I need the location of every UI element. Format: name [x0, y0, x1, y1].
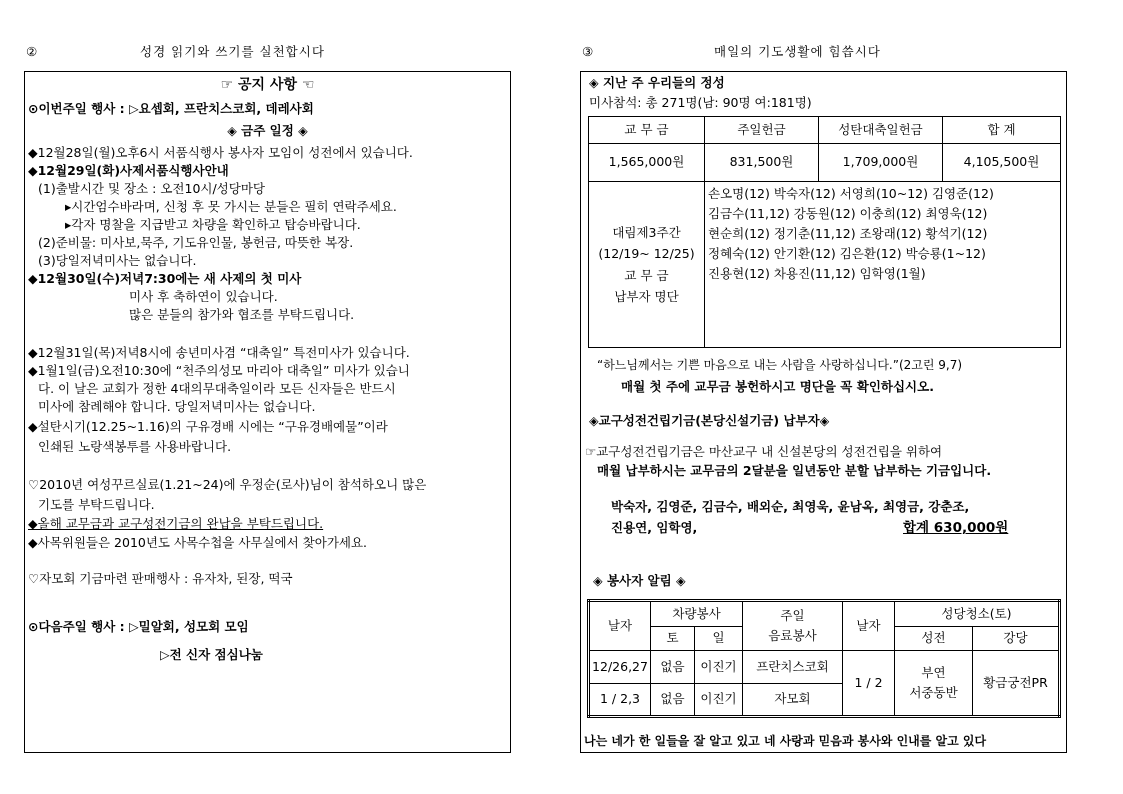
next-week-events-2: ▷전 신자 점심나눔: [160, 647, 263, 662]
vol-header-drink-1: 주일: [780, 608, 805, 623]
donor-label: 대림제3주간: [612, 225, 681, 240]
offering-header: 합 계: [943, 117, 1061, 144]
vol-header-date: 날자: [589, 601, 651, 651]
notice-line: ◆12월31일(목)저녁8시에 송년미사겸 “대축일” 특전미사가 있습니다.: [28, 345, 410, 360]
vol-date: 12/26,27: [589, 651, 651, 684]
donor-label-cell: [589, 182, 705, 348]
notice-line: 다. 이 날은 교회가 정한 4대의무대축일이라 모든 신자들은 반드시: [38, 381, 396, 396]
offering-value: 1,709,000원: [819, 144, 943, 182]
vol-sat: 없음: [651, 651, 695, 684]
vol-date: 1 / 2,3: [589, 684, 651, 717]
vol-clean-a-2: 서중동반: [909, 685, 958, 700]
volunteer-row: [589, 651, 1060, 684]
notice-title: ☞ 공지 사항 ☜: [220, 77, 315, 93]
notice-line: ▸시간엄수바라며, 신청 후 못 가시는 분들은 필히 연락주세요.: [65, 199, 397, 214]
vol-sun: 이진기: [695, 651, 743, 684]
monthly-reminder: 매월 첫 주에 교무금 봉헌하시고 명단을 꼭 확인하십시오.: [621, 379, 934, 394]
right-page-number: ③: [582, 44, 595, 59]
donor-line: 진용현(12) 차용진(11,12) 임학영(1월): [708, 266, 926, 281]
notice-line: ◆사목위원들은 2010년도 사목수첩을 사무실에서 찾아가세요.: [28, 535, 368, 550]
notice-line: 인쇄된 노랑색봉투를 사용바랍니다.: [38, 439, 232, 454]
donor-line: 현순희(12) 정기춘(11,12) 조왕래(12) 황석기(12): [708, 226, 988, 241]
notice-line: (1)출발시간 및 장소 : 오전10시/성당마당: [38, 181, 265, 196]
vol-header-clean-a: 성전: [895, 627, 973, 651]
vol-sat: 없음: [651, 684, 695, 717]
donor-label: 교 무 금: [624, 267, 669, 283]
left-page-number: ②: [26, 44, 39, 59]
fund-description-1: ☞교구성전건립기금은 마산교구 내 신설본당의 성전건립을 위하여: [585, 444, 943, 459]
volunteer-title: ◈ 봉사자 알림 ◈: [593, 573, 686, 588]
vol-header-drink: [743, 601, 843, 651]
next-week-events: ▷밀알회, 성모회 모임: [129, 619, 249, 634]
this-week-events: ▷요셉회, 프란치스코회, 데레사회: [129, 101, 314, 116]
vol-drink: 자모회: [743, 684, 843, 717]
fund-names-2: 진용연, 임학영,: [611, 520, 698, 535]
fund-total: 합계 630,000원: [903, 520, 1009, 536]
vol-header-clean: 성당청소(토): [895, 601, 1060, 627]
vol-drink: 프란치스코회: [743, 651, 843, 684]
offering-header: 교 무 금: [589, 117, 705, 144]
notice-line: 미사 후 축하연이 있습니다.: [129, 289, 278, 304]
this-week-events-row: [28, 101, 314, 117]
fund-description-2: 매월 납부하시는 교무금의 2달분을 일년동안 분할 납부하는 기금입니다.: [597, 463, 992, 478]
volunteer-table: [587, 599, 1061, 718]
next-week-label: ⊙다음주일 행사 :: [28, 619, 125, 634]
offering-value: 1,565,000원: [589, 144, 705, 182]
vol-clean-a: [895, 651, 973, 717]
notice-line: ♡자모회 기금마련 판매행사 : 유자차, 된장, 떡국: [28, 571, 293, 586]
footer-verse: 나는 네가 한 일들을 잘 알고 있고 네 사랑과 믿음과 봉사와 인내를 알고 있다: [584, 734, 987, 748]
notice-line: 많은 분들의 참가와 협조를 부탁드립니다.: [129, 307, 355, 322]
week-schedule-heading: ◈ 금주 일정 ◈: [227, 123, 308, 138]
offering-header: 주일헌금: [705, 117, 819, 144]
notice-line: ◆12월29일(화)사제서품식행사안내: [28, 163, 229, 178]
vol-header-car-sat: 토: [651, 627, 695, 651]
donor-label: 납부자 명단: [614, 288, 679, 304]
left-notice-box: [24, 71, 511, 753]
offering-value: 831,500원: [705, 144, 819, 182]
this-week-label: ⊙이번주일 행사 :: [28, 101, 125, 116]
notice-line: ◆12월28일(월)오후6시 서품식행사 봉사자 모임이 성전에서 있습니다.: [28, 145, 413, 160]
vol-header-drink-2: 음료봉사: [768, 628, 817, 643]
attendance: 미사참석: 총 271명(남: 90명 여:181명): [589, 95, 812, 110]
vol-header-car: 차량봉사: [651, 601, 743, 627]
bible-quote: “하느님께서는 기쁜 마음으로 내는 사람을 사랑하십니다.”(2고린 9,7): [597, 358, 963, 372]
notice-line: ▸각자 명찰을 지급받고 차량을 확인하고 탑승바랍니다.: [65, 217, 361, 232]
notice-line: ◆설탄시기(12.25~1.16)의 구유경배 시에는 “구유경배예물”이라: [28, 419, 388, 434]
offering-table: [588, 116, 1061, 348]
donor-label: (12/19~ 12/25): [598, 246, 695, 262]
offering-title: ◈ 지난 주 우리들의 정성: [589, 75, 725, 90]
notice-line: (3)당일저녁미사는 없습니다.: [38, 253, 197, 268]
vol-date2: 1 / 2: [843, 651, 895, 717]
next-week-events-row: [28, 619, 249, 635]
vol-sun: 이진기: [695, 684, 743, 717]
fund-title: ◈교구성전건립기금(본당신설기금) 납부자◈: [589, 413, 830, 428]
vol-header-date2: 날자: [843, 601, 895, 651]
right-header: 매일의 기도생활에 힘씁시다: [714, 44, 881, 59]
vol-header-car-sun: 일: [695, 627, 743, 651]
donor-line: 정혜숙(12) 안기환(12) 김은환(12) 박승룡(1~12): [708, 246, 986, 261]
offering-header: 성탄대축일헌금: [819, 117, 943, 144]
notice-line: ◆1월1일(금)오전10:30에 “천주의성모 마리아 대축일” 미사가 있습니: [28, 363, 410, 378]
donor-line: 손오명(12) 박숙자(12) 서영희(10~12) 김영준(12): [708, 186, 994, 201]
right-page-box: [580, 71, 1067, 753]
fund-names-1: 박숙자, 김영준, 김금수, 배외순, 최영욱, 윤남옥, 최영금, 강춘조,: [611, 499, 970, 514]
notice-line: ◆올해 교무금과 교구성전기금의 완납을 부탁드립니다.: [28, 516, 324, 531]
notice-line: 기도를 부탁드립니다.: [38, 497, 155, 512]
donor-line: 김금수(11,12) 강동원(12) 이충희(12) 최영욱(12): [708, 206, 988, 221]
notice-line: (2)준비물: 미사보,묵주, 기도유인물, 봉헌금, 따뜻한 복장.: [38, 235, 354, 250]
notice-line: ◆12월30일(수)저녁7:30에는 새 사제의 첫 미사: [28, 271, 302, 286]
vol-header-clean-b: 강당: [973, 627, 1060, 651]
donor-list-cell: [705, 182, 1061, 348]
vol-clean-a-1: 부연: [921, 665, 946, 680]
offering-value: 4,105,500원: [943, 144, 1061, 182]
notice-line: 미사에 참례해야 합니다. 당일저녁미사는 없습니다.: [38, 399, 316, 414]
left-header: 성경 읽기와 쓰기를 실천합시다: [140, 44, 325, 59]
vol-clean-b: 황금궁전PR: [973, 651, 1060, 717]
notice-line: ♡2010년 여성꾸르실료(1.21~24)에 우정순(로사)님이 참석하오니 많은: [28, 477, 427, 492]
